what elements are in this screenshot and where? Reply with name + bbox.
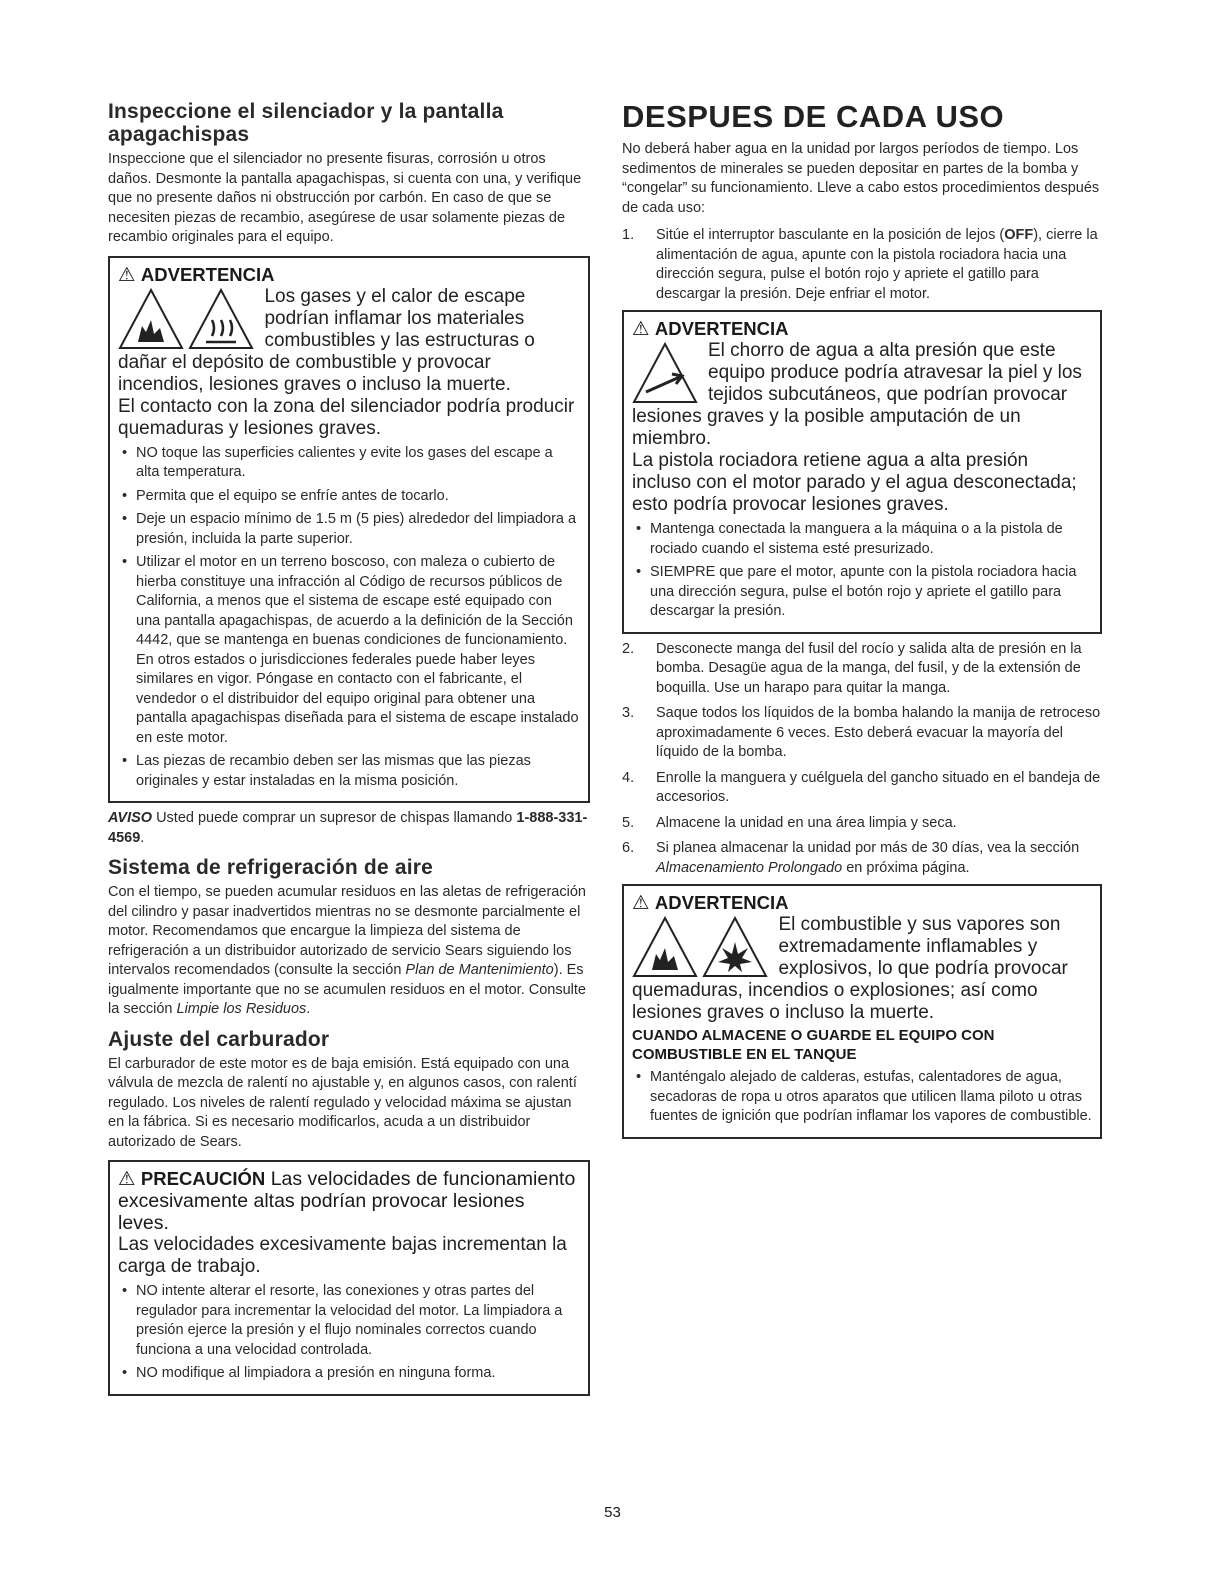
after-use-steps-continued [622, 640, 1102, 879]
aviso-phone: 1-888-331-4569 [108, 810, 588, 846]
storage-ref: Almacenamiento Prolongado [656, 859, 843, 876]
muffler-section-body: Inspeccione que el silenciador no presente fisuras, corrosión u otros daños. Desmonte la pantalla apagachispas, si cuenta con una, y verifique que no presente daños ni obstrucción por carbón. En caso de que se necesiten piezas de recambio, asegúrese de usar solamente piezas de recambio originales para el equipo. [108, 151, 582, 245]
fuel-warning-heading [632, 892, 1092, 914]
cooling-body-end: . [306, 1001, 311, 1017]
aviso-note [108, 809, 590, 848]
fire-hazard-icon [632, 916, 698, 978]
step-number: 6. [622, 840, 635, 856]
caution-load: Las velocidades excesivamente bajas incrementan la carga de trabajo. [118, 1234, 567, 1277]
cooling-ref-maintenance: Plan de Mantenimiento [405, 962, 554, 978]
step-number: 4. [622, 769, 635, 786]
caution-bullets [118, 1282, 580, 1384]
hazard-icons [118, 288, 254, 350]
left-column [108, 100, 590, 1402]
exhaust-warning-box [108, 256, 590, 804]
caution-box [108, 1160, 590, 1396]
hot-surface-icon [188, 288, 254, 350]
step-text: Almacene la unidad en una área limpia y seca. [656, 814, 957, 831]
after-use-steps [622, 226, 1102, 304]
list-item [622, 769, 1102, 808]
hazard-icons [632, 342, 698, 404]
exhaust-warning-lead: Los gases y el calor de escape podrían inflamar los materiales combustibles y las estructuras o dañar el depósito de combustible y provocar incendios, lesiones graves o incluso la muerte. [118, 285, 535, 395]
pressure-warning-heading [632, 318, 1092, 340]
list-item [622, 640, 1102, 699]
warning-signal-word: ADVERTENCIA [654, 892, 789, 913]
right-column [622, 100, 1102, 1145]
list-item [622, 226, 1102, 304]
step-number: 3. [622, 705, 635, 721]
list-item: • Las piezas de recambio deben ser las mismas que las piezas originales y estar instaladas en la misma posición. [118, 752, 580, 791]
step-text: Desconecte manga del fusil del rocío y salida alta de presión en la bomba. Desagüe agua de la manga, del fusil, y de la extensión de boquilla. Use un harapo para quitar la manga. [656, 640, 1082, 696]
list-item: • Manténgalo alejado de calderas, estufas, calentadores de agua, secadoras de ropa u otros aparatos que utilicen llama piloto u otras fuentes de ignición que podrían inflamar los vapores de combustible. [632, 1068, 1092, 1127]
step-number: 2. [622, 640, 635, 657]
list-item [622, 704, 1102, 763]
warning-triangle-icon: ⚠ [118, 1168, 136, 1190]
step-text: Sitúe el interruptor basculante en la posición de lejos ( [656, 227, 1005, 243]
step-number: 1. [622, 227, 635, 243]
list-item [622, 814, 1102, 834]
cooling-section-title: Sistema de refrigeración de aire [108, 856, 434, 879]
step-text: ), cierre la alimentación de agua, apunte con la pistola rociadora hacia una dirección segura, pulse el botón rojo y apriete el gatillo para descargar la presión. Deje enfriar el motor. [656, 227, 1098, 302]
list-item: • Permita que el equipo se enfríe antes de tocarlo. [118, 487, 580, 507]
step-text: Si planea almacenar la unidad por más de 30 días, vea la sección [656, 840, 1080, 856]
page-number: 53 [604, 1504, 621, 1521]
caution-signal-word: PRECAUCIÓN [140, 1168, 266, 1189]
step-text: Enrolle la manguera y cuélguela del gancho situado en el bandeja de accesorios. [656, 769, 1101, 805]
list-item [622, 839, 1102, 878]
cooling-ref-debris: Limpie los Residuos [176, 1001, 307, 1017]
fuel-warning-lead: El combustible y sus vapores son extremadamente inflamables y explosivos, lo que podría provocar quemaduras, incendios o explosiones; así como lesiones graves o incluso la muerte. [632, 914, 1068, 1023]
list-item: • Mantenga conectada la manguera a la máquina o a la pistola de rociado cuando el sistema esté presurizado. [632, 520, 1092, 559]
aviso-end: . [140, 829, 145, 846]
cooling-section-body [108, 883, 590, 1020]
carburetor-section-body: El carburador de este motor es de baja emisión. Está equipado con una válvula de mezcla de ralentí no ajustable y, en algunos casos, con ralentí regulado. Los niveles de ralentí regulado y velocidad máxima se ajustan en la fábrica. Si es necesario modificarlos, acuda a un distribuidor autorizado de Sears. [108, 1055, 577, 1150]
warning-triangle-icon: ⚠ [118, 263, 136, 286]
muffler-section-title: Inspeccione el silenciador y la pantalla apagachispas [108, 100, 504, 146]
list-item: • Deje un espacio mínimo de 1.5 m (5 pies) alrededor del limpiadora a presión, incluida la parte superior. [118, 510, 580, 549]
after-use-intro: No deberá haber agua en la unidad por largos períodos de tiempo. Los sedimentos de minerales se pueden depositar en partes de la bomba y “congelar” su funcionamiento. Lleve a cabo estos procedimientos después de cada uso: [622, 141, 1100, 216]
exhaust-warning-heading [118, 264, 580, 286]
fuel-warning-bullets [632, 1068, 1092, 1127]
step-text: en próxima página. [846, 859, 970, 876]
carburetor-section-title: Ajuste del carburador [108, 1027, 330, 1051]
cooling-body-text: Con el tiempo, se pueden acumular residuos en las aletas de refrigeración del cilindro y pasar inadvertidos mientras no se desmonte parcialmente el motor. Recomendamos que encargue la limpieza del sistema de refrigeración a un distribuidor autorizado de servicio Sears siguiendo los intervalos recomendados (consulte la sección [108, 884, 586, 978]
injection-hazard-icon [632, 342, 698, 404]
exhaust-warning-bullets [118, 444, 580, 792]
list-item: • SIEMPRE que pare el motor, apunte con la pistola rociadora hacia una dirección segura, pulse el botón rojo y apriete el gatillo para descargar la presión. [632, 563, 1092, 622]
list-item: • NO intente alterar el resorte, las conexiones y otras partes del regulador para incrementar la velocidad del motor. La limpiadora a presión ejerce la presión y el flujo nominales correctos cuando funciona a una velocidad controlada. [118, 1282, 580, 1360]
hazard-icons [632, 916, 768, 978]
pressure-warning-bullets [632, 520, 1092, 622]
warning-triangle-icon: ⚠ [632, 892, 650, 914]
aviso-text: Usted puede comprar un supresor de chispas llamando [156, 810, 513, 826]
warning-signal-word: ADVERTENCIA [654, 318, 789, 339]
fire-hazard-icon [118, 288, 184, 350]
fuel-storage-heading: CUANDO ALMACENE O GUARDE EL EQUIPO CON COMBUSTIBLE EN EL TANQUE [632, 1027, 995, 1063]
pressure-warning-box [622, 310, 1102, 634]
warning-signal-word: ADVERTENCIA [140, 263, 275, 285]
warning-triangle-icon: ⚠ [632, 318, 650, 340]
aviso-label: AVISO [108, 810, 153, 826]
caution-lead: Las velocidades de funcionamiento excesivamente altas podrían provocar lesiones leves. [118, 1168, 576, 1234]
caution-heading [118, 1168, 580, 1234]
after-use-title: DESPUES DE CADA USO [622, 99, 1005, 134]
list-item: • Utilizar el motor en un terreno boscoso, con maleza o cubierto de hierba constituye una infracción al Código de recursos públicos de California, a menos que el sistema de escape esté equipado con una pantalla apagachispas, de acuerdo a la definición de la Sección 4442, que se mantenga en buenas condiciones de funcionamiento. En otros estados o jurisdicciones federales puede haber leyes similares en vigor. Póngase en contacto con el fabricante, el vendedor o el distribuidor del equipo original para obtener una pantalla apagachispas diseñada para el sistema de escape instalado en este motor. [118, 553, 580, 748]
step-number: 5. [622, 814, 635, 831]
list-item: • NO toque las superficies calientes y evite los gases del escape a alta temperatura. [118, 444, 580, 483]
explosion-hazard-icon [702, 916, 768, 978]
list-item: • NO modifique al limpiadora a presión en ninguna forma. [118, 1364, 580, 1384]
pressure-warning-lead: El chorro de agua a alta presión que este equipo produce podría atravesar la piel y los tejidos subcutáneos, que podrían provocar lesiones graves y la posible amputación de un miembro. [632, 340, 1082, 449]
pressure-warning-retain: La pistola rociadora retiene agua a alta presión incluso con el motor parado y el agua desconectada; esto podría provocar lesiones graves. [632, 450, 1077, 515]
cooling-body-mid: ). Es igualmente importante que no se acumulen residuos en el motor. Consulte la sección [108, 962, 586, 1017]
exhaust-warning-burn: El contacto con la zona del silenciador podría producir quemaduras y lesiones graves. [118, 395, 575, 439]
off-label: OFF [1004, 227, 1034, 243]
fuel-warning-box [622, 884, 1102, 1139]
step-text: Saque todos los líquidos de la bomba halando la manija de retroceso aproximadamente 6 veces. Esto deberá evacuar la mayoría del líquido de la bomba. [656, 705, 1101, 760]
